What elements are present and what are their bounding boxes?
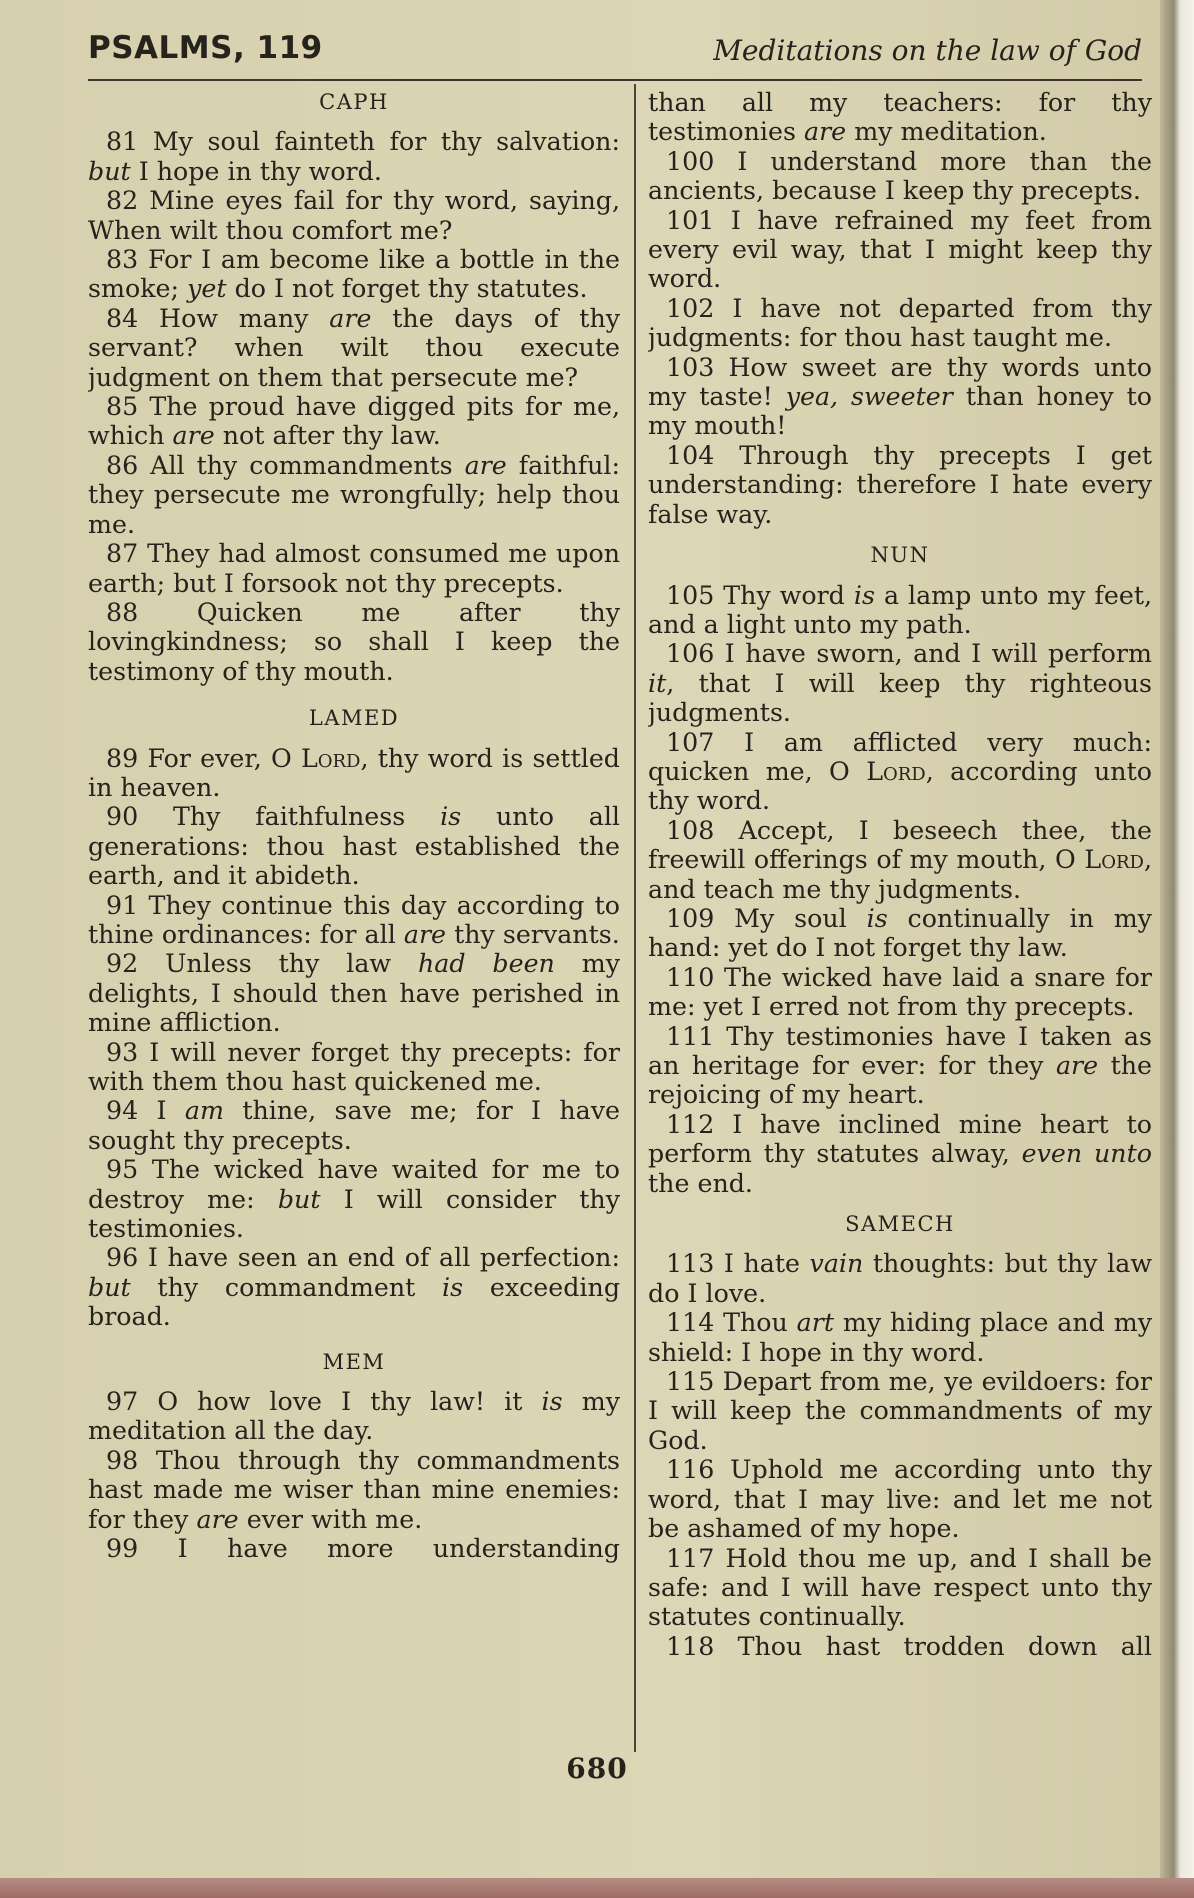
verse-number: 111 xyxy=(666,1021,715,1051)
verse-number: 83 xyxy=(106,245,139,275)
divine-name: Lord xyxy=(866,756,926,786)
verse-101: 101 I have refrained my feet from every evil way, that I might keep thy word. xyxy=(648,205,1152,294)
verse-97: 97 O how love I thy law! it is my meditation all the day. xyxy=(88,1387,620,1446)
verse-number: 94 xyxy=(106,1096,139,1126)
verse-number: 92 xyxy=(106,949,139,979)
verse-number: 82 xyxy=(106,186,139,216)
section-heading-lamed: LAMED xyxy=(308,706,400,731)
verse-number: 110 xyxy=(666,962,715,992)
verse-number: 89 xyxy=(106,743,139,773)
verse-109: 109 My soul is continually in my hand: yet do I not forget thy law. xyxy=(648,903,1152,963)
verse-number: 101 xyxy=(666,205,715,235)
verse-89: 89 For ever, O Lord, thy word is settled in heaven. xyxy=(88,743,620,802)
verse-number: 91 xyxy=(106,890,139,920)
verse-number: 102 xyxy=(666,293,715,323)
verse-98: 98 Thou through thy commandments hast made me wiser than mine enemies: for they are ever with me. xyxy=(88,1445,620,1534)
verse-number: 108 xyxy=(666,815,715,845)
header-rule xyxy=(88,79,1142,81)
right-column xyxy=(648,88,1152,1758)
verse-number: 87 xyxy=(106,539,139,569)
verse-number: 81 xyxy=(106,127,139,157)
verse-number: 106 xyxy=(666,639,715,669)
verse-number: 95 xyxy=(106,1155,139,1185)
verse-107: 107 I am afflicted very much: quicken me, O Lord, according unto thy word. xyxy=(648,727,1152,816)
section-heading-nun: NUN xyxy=(870,543,930,568)
verse-103: 103 How sweet are thy words unto my taste! yea, sweeter than honey to my mouth! xyxy=(648,352,1152,441)
verse-114: 114 Thou art my hiding place and my shield: I hope in thy word. xyxy=(648,1308,1152,1367)
verse-118: 118 Thou hast trodden down all xyxy=(666,1631,1152,1661)
verse-92: 92 Unless thy law had been my delights, I should then have perished in mine affliction. xyxy=(88,949,620,1038)
divine-name: Lord xyxy=(1084,845,1144,875)
divine-name: Lord xyxy=(300,743,361,773)
verse-106: 106 I have sworn, and I will perform it, that I will keep thy righteous judgments. xyxy=(648,639,1152,728)
verse-91: 91 They continue this day according to thine ordinances: for all are thy servants. xyxy=(88,890,620,949)
verse-95: 95 The wicked have waited for me to destroy me: but I will consider thy testimonies. xyxy=(88,1155,620,1244)
page-header xyxy=(88,30,1142,76)
verse-number: 113 xyxy=(666,1249,715,1279)
verse-110: 110 The wicked have laid a snare for me: yet I erred not from thy precepts. xyxy=(648,962,1152,1022)
verse-number: 98 xyxy=(106,1445,139,1475)
verse-108: 108 Accept, I beseech thee, the freewill offerings of my mouth, O Lord, and teach me thy judgments. xyxy=(648,815,1152,904)
verse-number: 105 xyxy=(666,580,715,610)
verse-number: 114 xyxy=(666,1308,715,1338)
column-divider xyxy=(634,84,636,1752)
verse-number: 103 xyxy=(666,352,715,382)
verse-number: 84 xyxy=(106,303,139,333)
verse-number: 112 xyxy=(666,1109,715,1139)
verse-number: 117 xyxy=(666,1543,715,1573)
verse-85: 85 The proud have digged pits for me, which are not after thy law. xyxy=(88,392,620,451)
verse-number: 86 xyxy=(106,450,139,480)
verse-number: 115 xyxy=(666,1367,715,1397)
verse-number: 99 xyxy=(106,1534,139,1564)
verse-104: 104 Through thy precepts I get understanding: therefore I hate every false way. xyxy=(648,440,1152,529)
verse-number: 116 xyxy=(666,1455,715,1485)
verse-number: 93 xyxy=(106,1037,139,1067)
verse-81: 81 My soul fainteth for thy salvation: but I hope in thy word. xyxy=(88,127,620,186)
verse-number: 104 xyxy=(666,440,715,470)
verse-90: 90 Thy faithfulness is unto all generations: thou hast established the earth, and it abideth. xyxy=(88,802,620,891)
verse-number: 107 xyxy=(666,727,715,757)
verse-112: 112 I have inclined mine heart to perform thy statutes alway, even unto the end. xyxy=(648,1109,1152,1198)
verse-113: 113 I hate vain thoughts: but thy law do I love. xyxy=(648,1249,1152,1308)
verse-99-continued: than all my teachers: for thy testimonies are my meditation. xyxy=(648,88,1152,147)
verse-number: 88 xyxy=(106,597,139,627)
verse-111: 111 Thy testimonies have I taken as an heritage for ever: for they are the rejoicing of my heart. xyxy=(648,1021,1152,1110)
verse-105: 105 Thy word is a lamp unto my feet, and a light unto my path. xyxy=(648,580,1152,639)
verse-115: 115 Depart from me, ye evildoers: for I will keep the commandments of my God. xyxy=(648,1367,1152,1455)
book-spine-edge xyxy=(1160,0,1194,1898)
section-heading-caph: CAPH xyxy=(319,90,389,114)
verse-116: 116 Uphold me according unto thy word, that I may live: and let me not be ashamed of my hope. xyxy=(648,1455,1152,1544)
verse-number: 118 xyxy=(666,1631,715,1661)
running-title: Meditations on the law of God xyxy=(713,34,1142,67)
verse-117: 117 Hold thou me up, and I shall be safe: and I will have respect unto thy statutes continually. xyxy=(648,1543,1152,1632)
verse-number: 100 xyxy=(666,146,715,176)
running-head: PSALMS, 119 xyxy=(88,30,323,66)
section-heading-mem: MEM xyxy=(322,1349,386,1374)
verse-number: 96 xyxy=(106,1243,139,1273)
verse-99: 99 I have more understanding xyxy=(106,1534,620,1564)
page-number: 680 xyxy=(566,1752,628,1785)
verse-number: 90 xyxy=(106,802,139,832)
verse-87: 87 They had almost consumed me upon earth; but I forsook not thy precepts. xyxy=(88,539,620,598)
left-column xyxy=(88,88,620,1758)
verse-96: 96 I have seen an end of all perfection: but thy commandment is exceeding broad. xyxy=(88,1243,620,1332)
verse-102: 102 I have not departed from thy judgments: for thou hast taught me. xyxy=(648,293,1152,353)
section-heading-samech: SAMECH xyxy=(845,1212,955,1237)
verse-number: 97 xyxy=(106,1387,139,1417)
verse-84: 84 How many are the days of thy servant? when wilt thou execute judgment on them that persecute me? xyxy=(88,303,620,392)
page-bottom-edge xyxy=(0,1878,1194,1898)
verse-86: 86 All thy commandments are faithful: they persecute me wrongfully; help thou me. xyxy=(88,450,620,539)
verse-94: 94 I am thine, save me; for I have sought thy precepts. xyxy=(88,1096,620,1155)
verse-88: 88 Quicken me after thy lovingkindness; so shall I keep the testimony of thy mouth. xyxy=(88,597,620,686)
verse-82: 82 Mine eyes fail for thy word, saying, When wilt thou comfort me? xyxy=(88,186,620,245)
verse-100: 100 I understand more than the ancients, because I keep thy precepts. xyxy=(648,146,1152,206)
verse-number: 109 xyxy=(666,903,715,933)
verse-number: 85 xyxy=(106,392,139,422)
verse-83: 83 For I am become like a bottle in the smoke; yet do I not forget thy statutes. xyxy=(88,245,620,304)
verse-93: 93 I will never forget thy precepts: for with them thou hast quickened me. xyxy=(88,1037,620,1096)
